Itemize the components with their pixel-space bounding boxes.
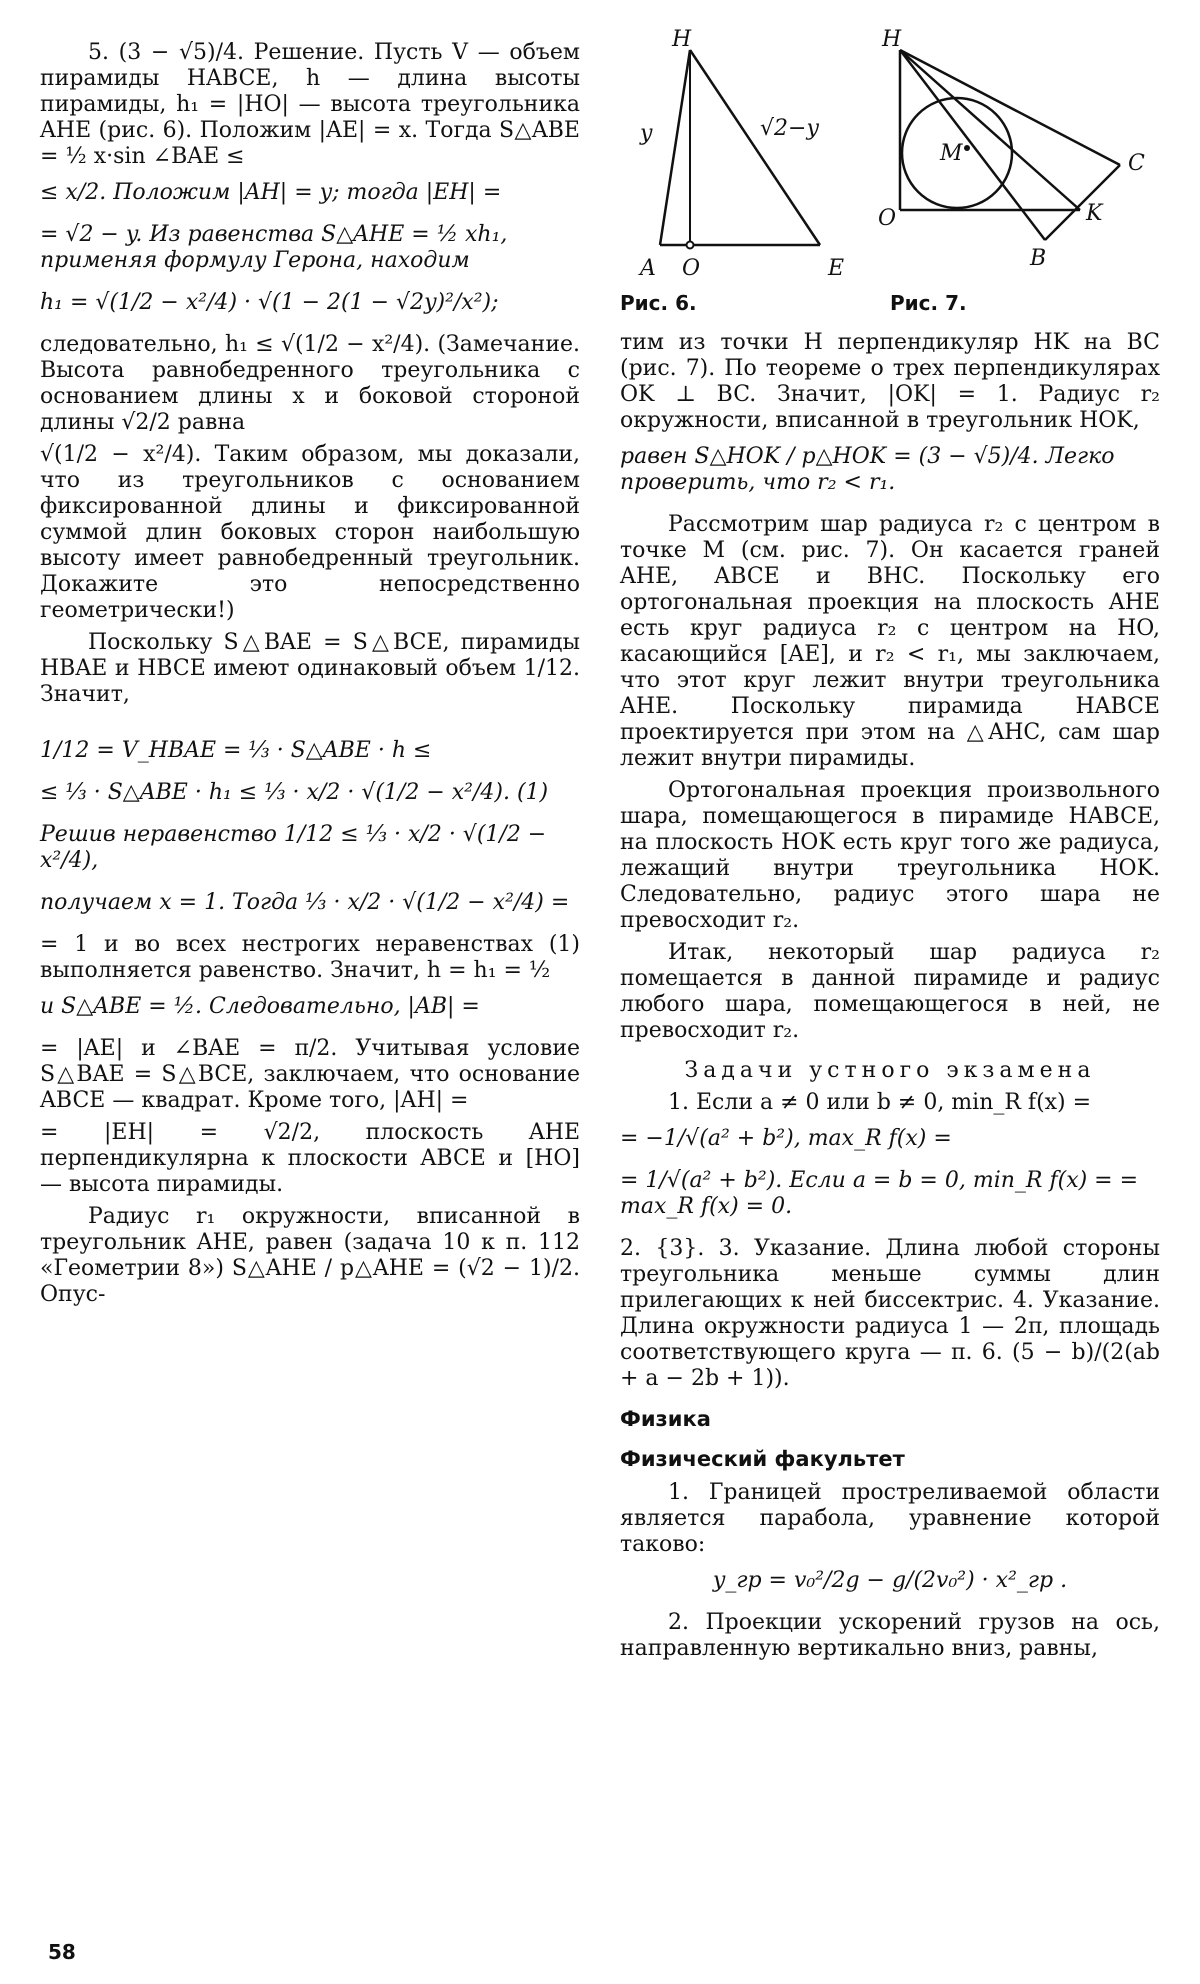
fig7-label-C: C — [1128, 151, 1145, 176]
equation-x-equals-1: получаем x = 1. Тогда ⅓ · x/2 · √(1/2 − x²/4) = — [40, 890, 570, 915]
fig7-label-O: O — [878, 206, 897, 231]
fig6-label-O: O — [682, 256, 701, 280]
paragraph-ball-r2: Рассмотрим шар радиуса r₂ с центром в точке M (см. рис. 7). Он касается граней AHE, ABCE и BHC. Поскольку его ортогональная проекция на плоскость AHE есть круг радиуса r₂ с центром на HO, касающийся [AE], и r₂ < r₁, мы заключаем, что этот круг лежит внутри треугольника AHE. Поскольку пирамида HABCE проектируется при этом на △AHC, сам шар лежит внутри пирамиды. — [620, 512, 1160, 771]
figures-block — [620, 20, 1160, 330]
figure-6-caption: Рис. 6. — [620, 291, 697, 315]
oral-task-1: 1. Если a ≠ 0 или b ≠ 0, min_R f(x) = — [668, 1090, 1092, 1115]
paragraph-radius-r1: Радиус r₁ окружности, вписанной в треугольник AHE, равен (задача 10 к п. 112 «Геометрии 8») S△AHE / p△AHE = (√2 − 1)/2. Опус- — [40, 1204, 580, 1307]
figure-7 — [870, 20, 1170, 280]
paragraph-plane-perpendicular: = |EH| = √2/2, плоскость AHE перпендикулярна к плоскости ABCE и [HO] — высота пирамиды. — [40, 1120, 580, 1197]
paragraph-conclusion: Итак, некоторый шар радиуса r₂ помещается в данной пирамиде и радиус любого шара, помещающегося в ней, не превосходит r₂. — [620, 940, 1160, 1043]
heading-oral-exam: Задачи устного экзамена — [684, 1058, 1096, 1083]
left-column — [40, 40, 580, 1314]
fig6-label-sqrt2-y: √2−y — [760, 116, 819, 141]
equation-volume: 1/12 = V_HBAE = ⅓ · S△ABE · h ≤ — [40, 738, 432, 763]
paragraph-perpendicular-hk: тим из точки H перпендикуляр HK на BC (рис. 7). По теореме о трех перпендикулярах OK ⊥ BC. Значит, |OK| = 1. Радиус r₂ окружности, вписанной в треугольник HOK, — [620, 330, 1160, 433]
paragraph-square-base: = |AE| и ∠BAE = π/2. Учитывая условие S△BAE = S△BCE, заключаем, что основание ABCE — квадрат. Кроме того, |AH| = — [40, 1036, 580, 1113]
paragraph-consequently: следовательно, h₁ ≤ √(1/2 − x²/4). (Замечание. Высота равнобедренного треугольника с основанием длины x и боковой стороной длины √2/2 равна — [40, 332, 580, 435]
fig7-label-M: M — [940, 141, 963, 166]
paragraph-projection: Ортогональная проекция произвольного шара, помещающегося в пирамиде HABCE, на плоскость HOK есть круг того же радиуса, лежащий внутри треугольника HOK. Следовательно, радиус этого шара не превосходит r₂. — [620, 778, 1160, 933]
heading-physics: Физика — [620, 1407, 711, 1431]
fig6-label-H: H — [672, 27, 692, 52]
equation-h1: h₁ = √(1/2 − x²/4) · √(1 − 2(1 − √2y)²/x²); — [40, 290, 499, 315]
fig7-label-H: H — [882, 27, 902, 52]
equation-inequality-1: ≤ ⅓ · S△ABE · h₁ ≤ ⅓ · x/2 · √(1/2 − x²/4). (1) — [40, 780, 549, 805]
right-column — [620, 20, 1160, 1668]
physics-task-2: 2. Проекции ускорений грузов на ось, направленную вертикально вниз, равны, — [620, 1610, 1160, 1661]
page-number: 58 — [48, 1940, 76, 1964]
equation-r2: равен S△HOK / p△HOK = (3 − √5)/4. Легко проверить, что r₂ < r₁. — [620, 444, 1115, 495]
paragraph-proof-note: √(1/2 − x²/4). Таким образом, мы доказали, что из треугольников с основанием фиксированной длины и фиксированной суммой длин боковых сторон наибольшую высоту имеет равнобедренный треугольник. Докажите это непосредственно геометрически!) — [40, 442, 580, 623]
equation-area-half: и S△ABE = ½. Следовательно, |AB| = — [40, 994, 480, 1019]
paragraph-equality: = 1 и во всех нестрогих неравенствах (1) выполняется равенство. Значит, h = h₁ = ½ — [40, 932, 580, 983]
solution-5-intro: 5. (3 − √5)/4. Решение. Пусть V — объем пирамиды HABCE, h — длина высоты пирамиды, h₁ = |HO| — высота треугольника AHE (рис. 6). Положим |AE| = x. Тогда S△ABE = ½ x·sin ∠BAE ≤ — [40, 40, 580, 169]
figure-6 — [620, 20, 860, 280]
figure-7-caption: Рис. 7. — [890, 291, 967, 315]
fig7-label-B: B — [1030, 246, 1047, 271]
equation-parabola: y_гр = v₀²/2g − g/(2v₀²) · x²_гр . — [712, 1568, 1068, 1593]
paragraph-volume: Поскольку S△BAE = S△BCE, пирамиды HBAE и HBCE имеют одинаковый объем 1/12. Значит, — [40, 630, 580, 707]
fig6-label-E: E — [828, 256, 845, 280]
fig6-label-y: y — [640, 121, 653, 146]
equation-heron: = √2 − y. Из равенства S△AHE = ½ xh₁, применяя формулу Герона, находим — [40, 222, 508, 273]
equation-x-half: ≤ x/2. Положим |AH| = y; тогда |EH| = — [40, 180, 502, 205]
equation-min: = −1/√(a² + b²), max_R f(x) = — [620, 1126, 952, 1151]
oral-tasks-2-6: 2. {3}. 3. Указание. Длина любой стороны треугольника меньше суммы длин прилегающих к ней биссектрис. 4. Указание. Длина окружности радиуса 1 — 2π, площадь соответствующего круга — π. 6. (5 − b)/(2(ab + a − 2b + 1)). — [620, 1236, 1160, 1391]
equation-max: = 1/√(a² + b²). Если a = b = 0, min_R f(x) = = max_R f(x) = 0. — [620, 1168, 1139, 1219]
physics-task-1: 1. Границей простреливаемой области является парабола, уравнение которой таково: — [620, 1480, 1160, 1557]
fig6-label-A: A — [640, 256, 656, 280]
heading-physics-faculty: Физический факультет — [620, 1447, 905, 1471]
fig7-label-K: K — [1086, 201, 1103, 226]
equation-solving: Решив неравенство 1/12 ≤ ⅓ · x/2 · √(1/2 − x²/4), — [40, 822, 547, 873]
